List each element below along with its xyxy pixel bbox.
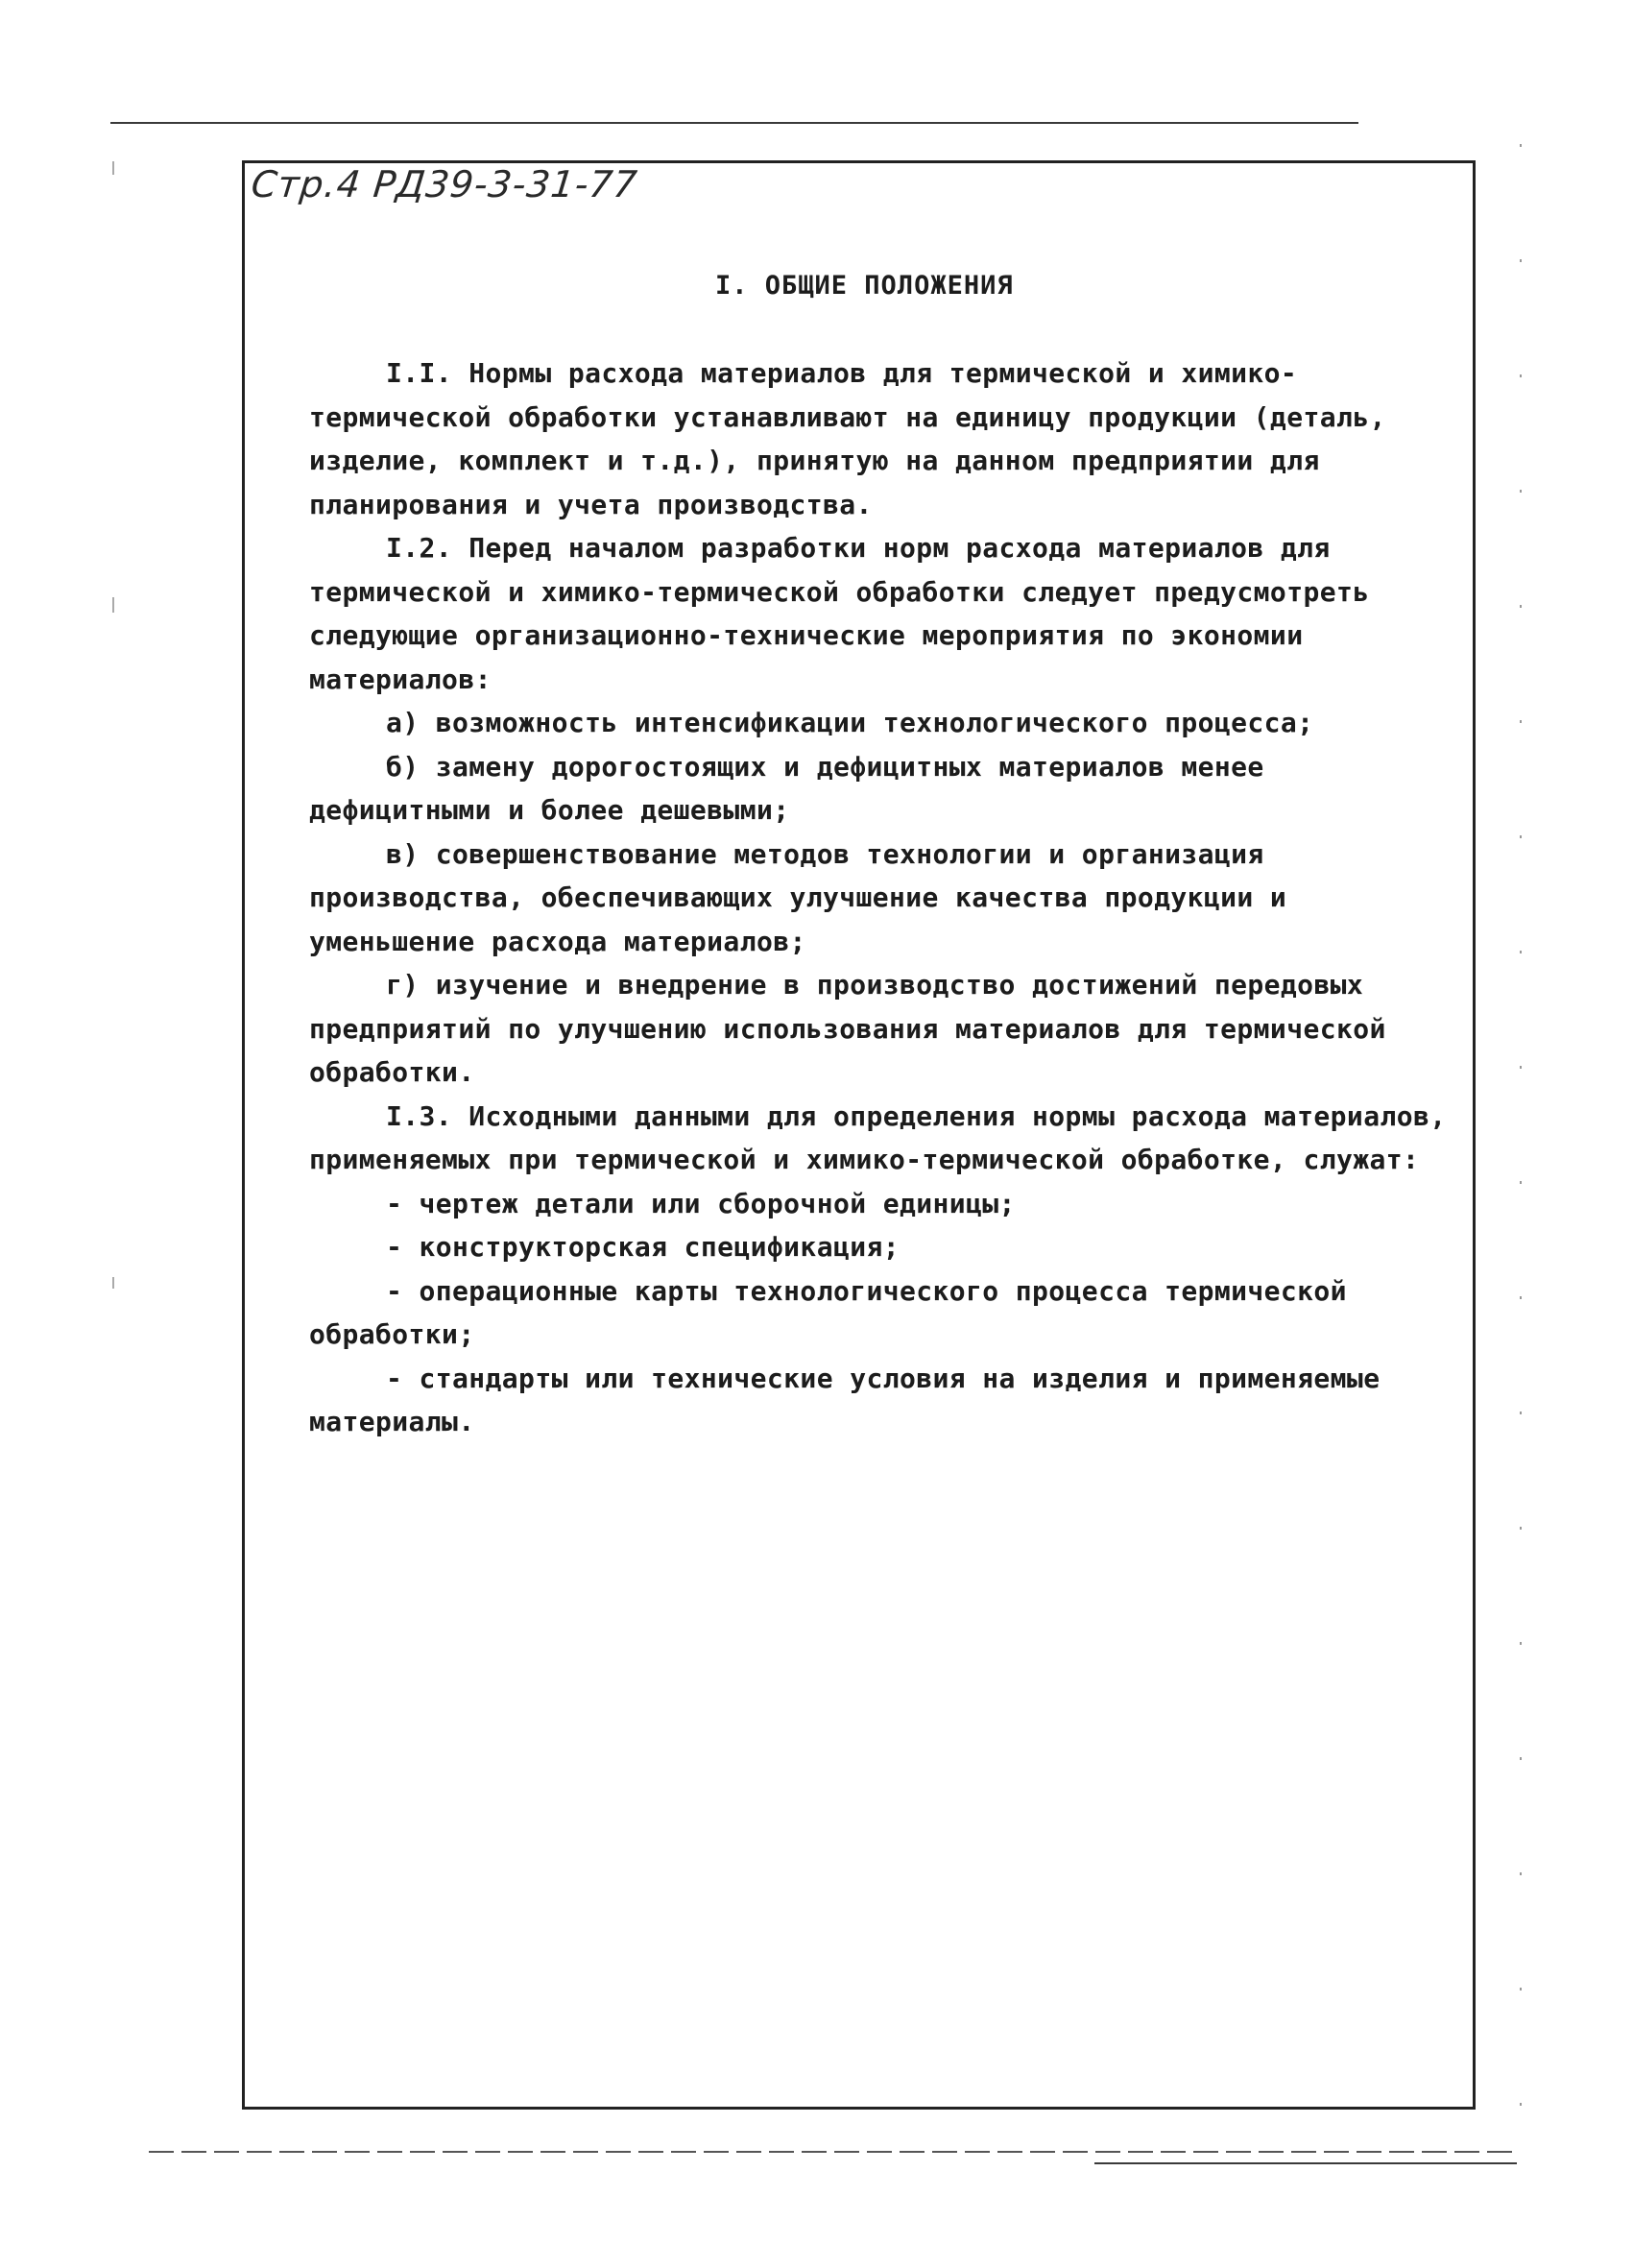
scan-right-edge-marks xyxy=(1520,144,1522,2151)
scan-left-mark xyxy=(112,1277,114,1289)
scan-left-mark xyxy=(112,597,114,613)
list-item-v: в) совершенствование методов технологии и организация производства, обеспечивающих улучшение качества продукции и уменьшение расхода материалов; xyxy=(309,837,1287,957)
scan-bottom-edge-line xyxy=(149,2151,1512,2153)
paragraph-1-3: I.3. Исходными данными для определения нормы расхода материалов, применяемых при термической и химико-термической обработке, служат: xyxy=(309,1099,1447,1175)
scan-left-mark xyxy=(112,161,114,175)
list-item-g: г) изучение и внедрение в производство достижений передовых предприятий по улучшению использования материалов для термической обработки. xyxy=(309,969,1386,1088)
page-reference: Стр.4 РД39-3-31-77 xyxy=(249,163,640,205)
scan-top-edge-line xyxy=(110,122,1358,124)
source-item-drawing: - чертеж детали или сборочной единицы; xyxy=(386,1187,1016,1219)
source-item-standards: - стандарты или технические условия на изделия и применяемые материалы. xyxy=(309,1362,1381,1437)
list-item-a: а) возможность интенсификации технологического процесса; xyxy=(386,707,1314,738)
source-item-operation-cards: - операционные карты технологического процесса термической обработки; xyxy=(309,1274,1347,1350)
source-item-specification: - конструкторская спецификация; xyxy=(386,1231,900,1263)
document-body xyxy=(309,351,1452,1444)
paragraph-1-2: I.2. Перед началом разработки норм расхода материалов для термической и химико-термической обработки следует предусмотреть следующие организационно-технические мероприятия по экономии материалов: xyxy=(309,532,1370,695)
list-item-b: б) замену дорогостоящих и дефицитных материалов менее дефицитными и более дешевыми; xyxy=(309,750,1264,826)
section-title: I. ОБЩИЕ ПОЛОЖЕНИЯ xyxy=(715,271,1014,301)
scan-bottom-right-line xyxy=(1094,2162,1517,2164)
paragraph-1-1: I.I. Нормы расхода материалов для термической и химико-термической обработки устанавливают на единицу продукции (деталь, изделие, комплект и т.д.), принятую на данном предприятии для планирования и учета производства. xyxy=(309,357,1386,520)
